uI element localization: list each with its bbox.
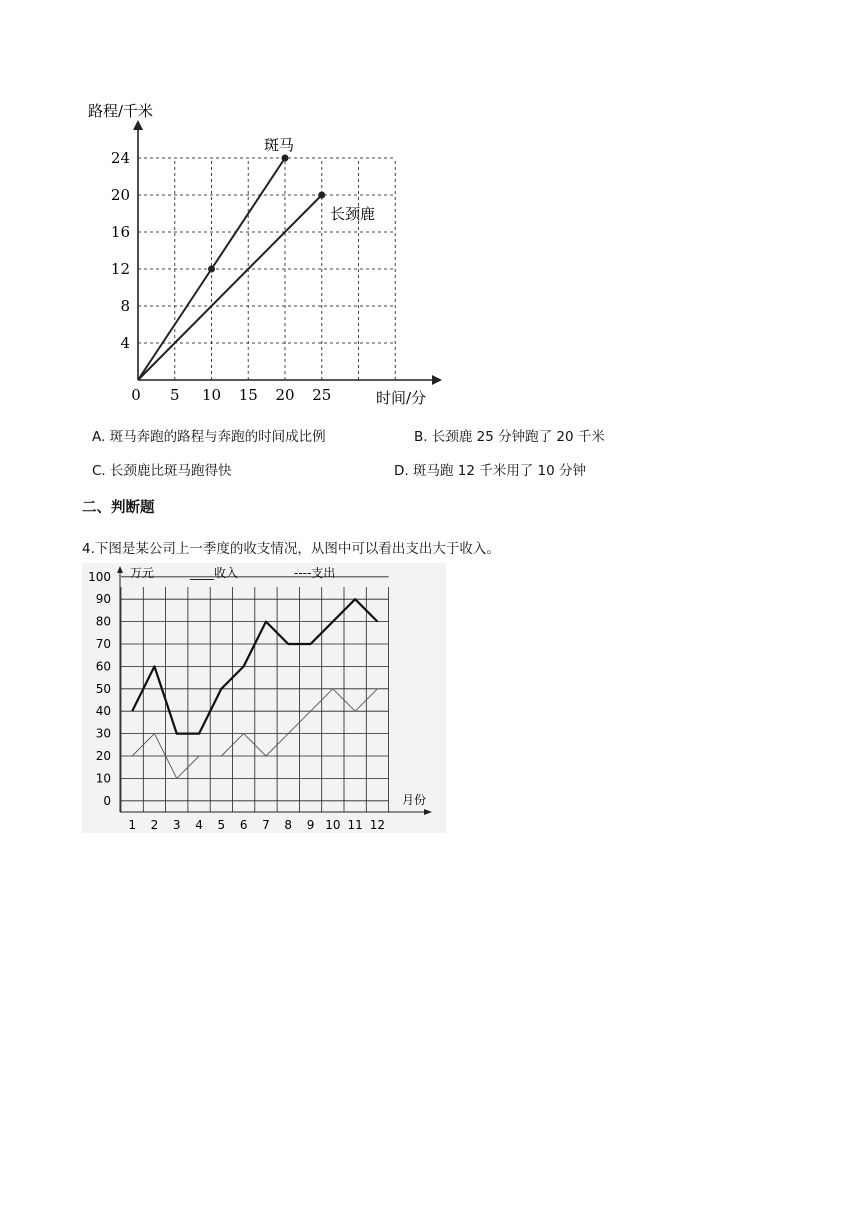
chart2-y-arrow bbox=[117, 566, 123, 573]
chart1-grid bbox=[138, 158, 395, 380]
chart1-series bbox=[138, 155, 325, 381]
chart2-x-tick-label: 10 bbox=[325, 818, 341, 832]
chart2-y-tick-label: 40 bbox=[95, 704, 111, 719]
chart2-x-tick-label: 1 bbox=[128, 818, 136, 832]
chart2-y-tick-label: 50 bbox=[95, 681, 111, 696]
chart2-x-arrow bbox=[424, 809, 432, 815]
chart2-axes bbox=[117, 566, 432, 815]
chart2-y-axis-label: 万元 bbox=[130, 566, 155, 580]
option-a[interactable]: A. 斑马奔跑的路程与奔跑的时间成比例 bbox=[92, 429, 326, 445]
chart1-tick-labels bbox=[111, 149, 331, 404]
chart2-y-tick-label: 0 bbox=[103, 793, 111, 808]
chart1-y-tick-label: 12 bbox=[110, 260, 130, 278]
chart1-x-tick-label: 5 bbox=[169, 386, 180, 404]
chart1-series-label-zebra: 斑马 bbox=[264, 136, 295, 154]
chart1-series-line-giraffe bbox=[138, 195, 322, 380]
chart2-y-tick-label: 90 bbox=[95, 592, 111, 607]
distance-time-chart bbox=[80, 90, 450, 420]
chart2-y-tick-label: 30 bbox=[95, 726, 111, 741]
question-4-text: 4.下图是某公司上一季度的收支情况，从图中可以看出支出大于收入。 bbox=[82, 541, 500, 557]
chart2-x-tick-label: 5 bbox=[217, 818, 226, 832]
chart1-x-arrow bbox=[432, 375, 442, 385]
chart1-y-tick-label: 8 bbox=[120, 297, 130, 315]
distance-time-chart-svg bbox=[80, 90, 450, 420]
chart1-x-tick-label: 10 bbox=[201, 386, 222, 404]
chart1-y-tick-label: 4 bbox=[120, 334, 130, 352]
chart1-y-tick-label: 20 bbox=[110, 186, 130, 204]
section-heading: 二、判断题 bbox=[82, 500, 155, 516]
income-expense-chart-svg bbox=[82, 563, 446, 833]
option-b[interactable]: B. 长颈鹿 25 分钟跑了 20 千米 bbox=[414, 429, 605, 445]
chart1-x-tick-label: 15 bbox=[238, 386, 258, 404]
chart2-grid bbox=[121, 577, 389, 812]
chart2-y-tick-label: 10 bbox=[95, 771, 111, 786]
chart1-y-tick-label: 16 bbox=[110, 223, 130, 241]
chart1-x-tick-label: 25 bbox=[312, 386, 332, 404]
chart2-x-tick-label: 12 bbox=[369, 818, 386, 832]
chart1-y-axis-label: 路程/千米 bbox=[88, 102, 154, 120]
chart2-x-tick-label: 8 bbox=[284, 818, 293, 832]
chart2-x-tick-label: 3 bbox=[172, 818, 181, 832]
chart1-x-axis-label: 时间/分 bbox=[376, 389, 427, 407]
chart1-y-tick-label: 24 bbox=[110, 149, 130, 167]
chart2-y-tick-label: 70 bbox=[95, 637, 111, 651]
chart1-data-point bbox=[282, 155, 289, 162]
income-expense-chart bbox=[82, 563, 446, 833]
chart2-x-tick-label: 6 bbox=[239, 818, 248, 832]
chart2-y-tick-label: 20 bbox=[95, 749, 111, 763]
chart1-x-tick-label: 20 bbox=[275, 386, 295, 404]
chart2-x-tick-label: 9 bbox=[306, 818, 315, 832]
chart2-tick-labels bbox=[88, 570, 385, 832]
chart1-data-point bbox=[318, 192, 325, 199]
chart1-data-point bbox=[208, 266, 215, 273]
chart2-x-tick-label: 11 bbox=[347, 818, 363, 832]
chart2-x-tick-label: 4 bbox=[195, 818, 203, 832]
chart2-y-tick-label: 100 bbox=[88, 569, 111, 584]
chart2-legend-income: ____收入 bbox=[190, 566, 239, 580]
chart2-x-tick-label: 2 bbox=[150, 818, 159, 832]
chart1-x-tick-label: 0 bbox=[131, 386, 141, 404]
chart2-legend-expense: ----支出 bbox=[294, 566, 336, 580]
chart2-x-axis-label: 月份 bbox=[402, 793, 427, 807]
option-c[interactable]: C. 长颈鹿比斑马跑得快 bbox=[92, 463, 232, 479]
option-d[interactable]: D. 斑马跑 12 千米用了 10 分钟 bbox=[394, 463, 586, 479]
chart2-x-tick-label: 7 bbox=[262, 818, 270, 832]
chart1-y-arrow bbox=[133, 120, 143, 130]
chart1-series-label-giraffe: 长颈鹿 bbox=[330, 205, 376, 223]
chart2-y-tick-label: 80 bbox=[95, 614, 111, 629]
chart2-y-tick-label: 60 bbox=[95, 659, 111, 674]
